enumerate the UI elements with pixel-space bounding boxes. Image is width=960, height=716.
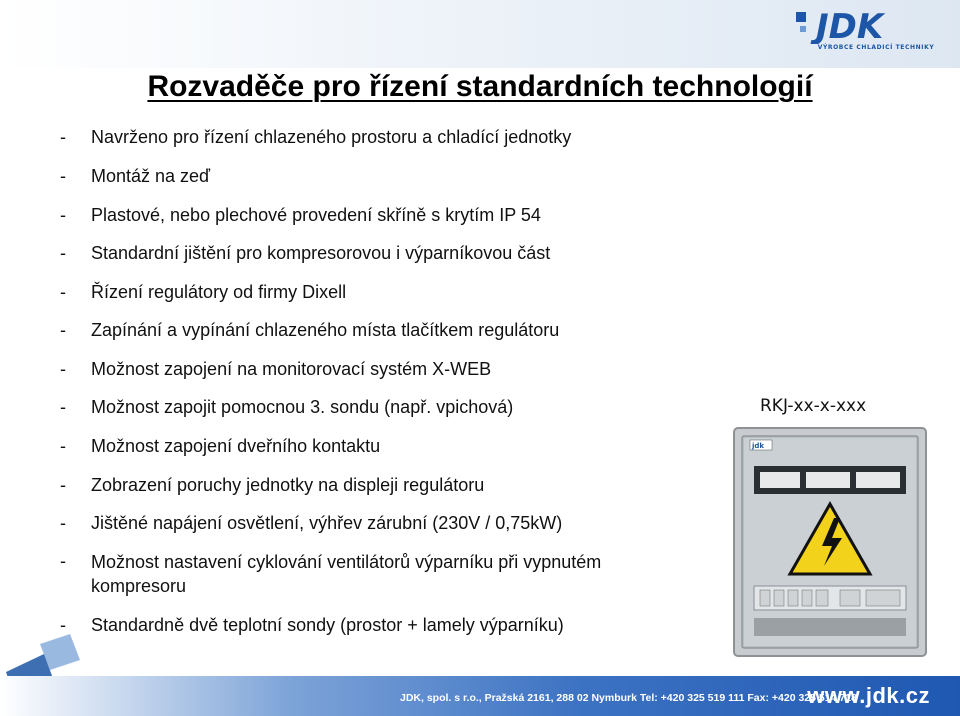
logo-tagline: VÝROBCE CHLADICÍ TECHNIKY — [817, 44, 935, 51]
bullet-dash: - — [60, 475, 66, 495]
bullet-text: Navrženo pro řízení chlazeného prostoru a chladící jednotky — [91, 127, 572, 147]
bullet-dash: - — [60, 282, 66, 302]
bullet-item — [60, 614, 564, 636]
bullet-text: Standardně dvě teplotní sondy (prostor + lamely výparníku) — [91, 615, 564, 635]
bullet-dash: - — [60, 243, 66, 263]
bullet-dash: - — [60, 397, 66, 417]
bullet-item — [60, 396, 513, 418]
bullet-item — [60, 550, 660, 598]
bullet-item — [60, 242, 550, 264]
logo-square-small-icon — [800, 26, 806, 32]
bullet-text: Plastové, nebo plechové provedení skříně s krytím IP 54 — [91, 205, 541, 225]
bullet-text: Zapínání a vypínání chlazeného místa tlačítkem regulátoru — [91, 320, 560, 340]
jdk-logo — [794, 6, 934, 44]
bullet-dash: - — [60, 127, 66, 147]
bullet-dash: - — [60, 615, 66, 635]
cabinet-door-logo: jdk — [752, 442, 765, 450]
bullet-text: Zobrazení poruchy jednotky na displeji regulátoru — [91, 475, 485, 495]
footer-website-link[interactable]: www.jdk.cz — [807, 683, 930, 708]
bullet-text: Možnost zapojit pomocnou 3. sondu (např. vpichová) — [91, 397, 514, 417]
bullet-dash: - — [60, 436, 66, 456]
bullet-item — [60, 435, 380, 457]
bullet-text: Řízení regulátory od firmy Dixell — [91, 282, 347, 302]
bullet-dash: - — [60, 205, 66, 225]
slide-title: Rozvaděče pro řízení standardních technologií — [147, 70, 813, 103]
bullet-item — [60, 512, 562, 534]
bullet-item — [60, 358, 491, 380]
footer-contact-info: JDK, spol. s r.o., Pražská 2161, 288 02 Nymburk Tel: +420 325 519 111 Fax: +420 325 514 718 — [400, 692, 857, 704]
bullet-item — [60, 281, 346, 303]
bullet-item — [60, 319, 559, 341]
logo-square-icon — [796, 12, 806, 22]
bullet-dash: - — [60, 320, 66, 340]
bullet-item — [60, 204, 541, 226]
bullet-dash: - — [60, 166, 66, 186]
control-cabinet-image — [730, 426, 930, 658]
model-label: RKJ-xx-x-xxx — [760, 396, 867, 416]
bullet-item — [60, 126, 571, 148]
bullet-dash: - — [60, 359, 66, 379]
bullet-text: Možnost zapojení na monitorovací systém X-WEB — [91, 359, 492, 379]
bullet-text: Možnost nastavení cyklování ventilátorů výparníku při vypnutém kompresoru — [91, 552, 602, 596]
bullet-text: Jištěné napájení osvětlení, výhřev zárubní (230V / 0,75kW) — [91, 513, 563, 533]
bullet-text: Montáž na zeď — [91, 166, 211, 186]
bullet-item — [60, 165, 210, 187]
logo-wordmark: JDK — [816, 7, 884, 44]
bullet-text: Možnost zapojení dveřního kontaktu — [91, 436, 381, 456]
bullet-dash: - — [60, 513, 66, 533]
bullet-text: Standardní jištění pro kompresorovou i výparníkovou část — [91, 243, 551, 263]
bullet-item — [60, 474, 484, 496]
bullet-dash: - — [60, 551, 66, 571]
